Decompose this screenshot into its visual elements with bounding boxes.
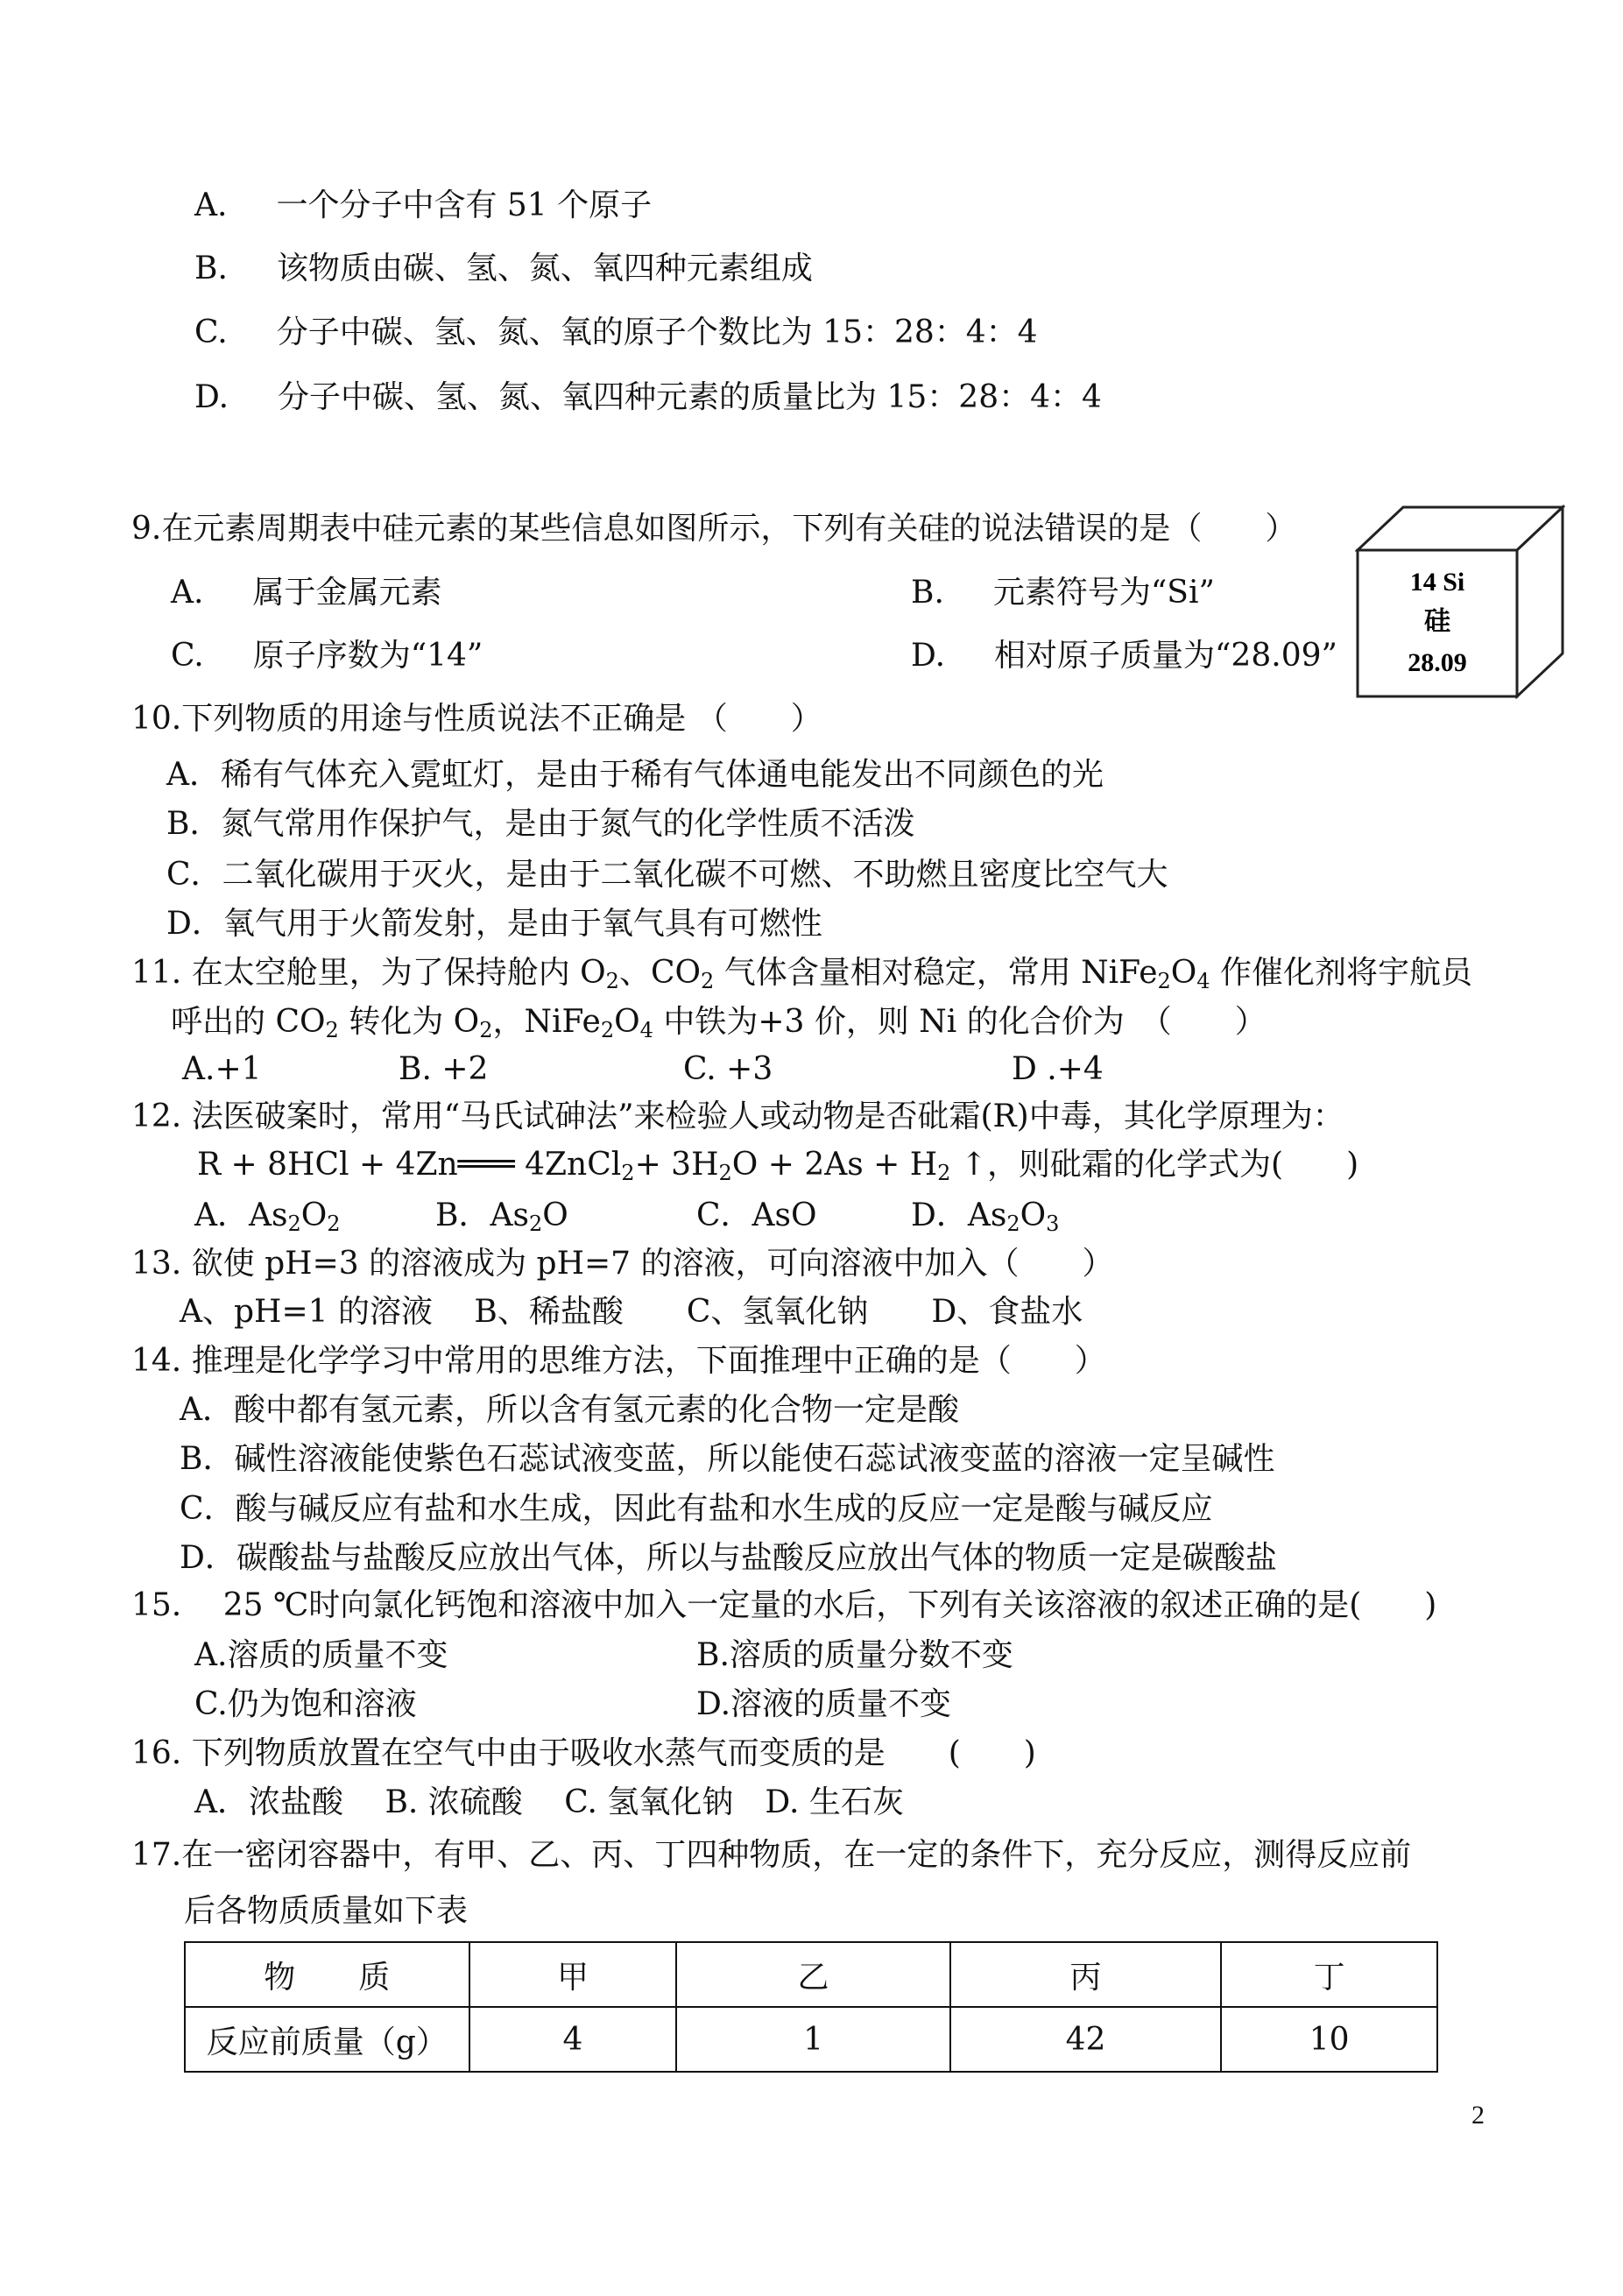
table-header-cell: 物 质 [185, 1942, 469, 2007]
q12-option-a [194, 1197, 341, 1235]
text-run: O [614, 1004, 640, 1040]
option-text: 一个分子中含有 51 个原子 [276, 187, 653, 223]
text-run: 、CO [618, 955, 701, 991]
option-letter: C. [194, 314, 228, 350]
q14-option-d: D．碳酸盐与盐酸反应放出气体，所以与盐酸反应放出气体的物质一定是碳酸盐 [180, 1540, 1277, 1576]
text-run: + 3H [634, 1147, 719, 1183]
option-letter: A. [194, 187, 228, 223]
subscript: 2 [1006, 1212, 1020, 1236]
text-run: A．As [194, 1197, 288, 1233]
q16-stem: 16. 下列物质放置在空气中由于吸收水蒸气而变质的是 ( ) [131, 1735, 1036, 1771]
q14-option-c: C．酸与碱反应有盐和水生成，因此有盐和水生成的反应一定是酸与碱反应 [180, 1491, 1213, 1527]
text-run: R + 8HCl + 4Zn═══ 4ZnCl [197, 1147, 622, 1183]
q13-stem: 13. 欲使 pH=3 的溶液成为 pH=7 的溶液，可向溶液中加入（ ） [131, 1246, 1114, 1282]
q8-option-d [194, 378, 1102, 417]
subscript: 3 [1046, 1212, 1060, 1236]
q15-option-a: A.溶质的质量不变 [194, 1637, 448, 1673]
table-header-row [185, 1942, 1437, 2007]
q11-stem-line1 [131, 954, 1472, 993]
text-run: O [1170, 955, 1197, 991]
option-text: 分子中碳、氢、氮、氧的原子个数比为 15：28：4：4 [276, 314, 1038, 350]
text-run: O + 2As + H [731, 1147, 938, 1183]
subscript: 4 [639, 1018, 653, 1042]
q15-option-c: C.仍为饱和溶液 [194, 1686, 417, 1722]
option-text: 原子序数为“14” [252, 638, 483, 674]
text-run: D．As [911, 1197, 1007, 1233]
q10-stem: 10.下列物质的用途与性质说法不正确是 （ ） [131, 701, 822, 737]
option-letter: B. [911, 575, 944, 611]
text-run: 作催化剂将宇航员 [1210, 955, 1473, 991]
text-run: 11. 在太空舱里，为了保持舱内 O [131, 955, 606, 991]
q8-option-c [194, 314, 1038, 352]
text-run: C．AsO [696, 1197, 817, 1233]
q11-option-b: B. +2 [399, 1051, 489, 1087]
q17-stem-line2: 后各物质质量如下表 [184, 1893, 469, 1929]
q11-option-d: D .+4 [1012, 1051, 1104, 1087]
option-text: 相对原子质量为“28.09” [994, 638, 1337, 674]
q9-option-c [171, 637, 483, 675]
table-cell: 1 [676, 2007, 950, 2072]
option-text: 元素符号为“Si” [992, 575, 1215, 611]
q9-option-a [171, 574, 441, 612]
subscript: 2 [701, 969, 715, 993]
option-letter: D. [911, 638, 946, 674]
silicon-element-cube [1355, 505, 1565, 699]
q11-option-a: A.+1 [182, 1051, 262, 1087]
option-letter: D. [194, 379, 229, 415]
table-header-cell: 丁 [1221, 1942, 1437, 2007]
q9-stem: 9.在元素周期表中硅元素的某些信息如图所示，下列有关硅的说法错误的是（ ） [131, 511, 1297, 547]
table-header-cell: 丙 [950, 1942, 1222, 2007]
element-name: 硅 [1424, 606, 1450, 637]
q11-stem-line2 [171, 1003, 1267, 1042]
q12-option-b [435, 1197, 568, 1235]
text-run: O [1020, 1197, 1047, 1233]
q15-option-d: D.溶液的质量不变 [696, 1686, 952, 1722]
subscript: 4 [1196, 969, 1210, 993]
subscript: 2 [327, 1212, 341, 1236]
q14-option-a: A．酸中都有氢元素，所以含有氢元素的化合物一定是酸 [180, 1392, 959, 1428]
subscript: 2 [605, 969, 619, 993]
q14-option-b: B．碱性溶液能使紫色石蕊试液变蓝，所以能使石蕊试液变蓝的溶液一定呈碱性 [180, 1441, 1275, 1477]
text-run: O [300, 1197, 328, 1233]
q11-option-c: C. +3 [683, 1051, 773, 1087]
q10-option-c: C．二氧化碳用于灭火，是由于二氧化碳不可燃、不助燃且密度比空气大 [166, 857, 1168, 893]
option-text: 属于金属元素 [252, 575, 442, 611]
text-run: 中铁为+3 价，则 Ni 的化合价为 （ ） [653, 1004, 1267, 1040]
q10-option-b: B．氮气常用作保护气，是由于氮气的化学性质不活泼 [166, 806, 915, 842]
q15-stem: 15. 25 ℃时向氯化钙饱和溶液中加入一定量的水后，下列有关该溶液的叙述正确的是( ) [131, 1587, 1437, 1623]
subscript: 2 [600, 1018, 615, 1042]
page-number: 2 [1471, 2101, 1485, 2130]
option-letter: B. [194, 251, 228, 286]
text-run: 气体含量相对稳定，常用 NiFe [714, 955, 1158, 991]
q16-options: A．浓盐酸 B. 浓硫酸 C. 氢氧化钠 D. 生石灰 [194, 1784, 904, 1820]
q15-option-b: B.溶质的质量分数不变 [696, 1637, 1013, 1673]
subscript: 2 [1157, 969, 1171, 993]
text-run: ，NiFe [492, 1004, 601, 1040]
text-run: ↑，则砒霜的化学式为( ) [950, 1147, 1359, 1183]
q8-option-a [194, 187, 652, 225]
text-run: 转化为 O [338, 1004, 480, 1040]
subscript: 2 [621, 1161, 635, 1185]
table-cell: 4 [469, 2007, 677, 2072]
table-cell: 反应前质量（g） [185, 2007, 469, 2072]
q12-option-c [696, 1197, 817, 1235]
subscript: 2 [325, 1018, 339, 1042]
q12-equation [197, 1146, 1358, 1184]
subscript: 2 [287, 1212, 301, 1236]
subscript: 2 [937, 1161, 951, 1185]
mass-table [184, 1941, 1438, 2073]
text-run: 呼出的 CO [171, 1004, 326, 1040]
element-number-symbol: 14 Si [1409, 568, 1465, 597]
text-run: B．As [435, 1197, 529, 1233]
option-letter: C. [171, 638, 204, 674]
q17-stem-line1: 17.在一密闭容器中，有甲、乙、丙、丁四种物质，在一定的条件下，充分反应，测得反应前 [131, 1837, 1412, 1873]
subscript: 2 [528, 1212, 543, 1236]
q14-stem: 14. 推理是化学学习中常用的思维方法，下面推理中正确的是（ ） [131, 1343, 1106, 1379]
table-row [185, 2007, 1437, 2072]
q9-option-b [911, 574, 1215, 612]
option-text: 分子中碳、氢、氮、氧四种元素的质量比为 15：28：4：4 [278, 379, 1102, 415]
q10-option-a: A．稀有气体充入霓虹灯，是由于稀有气体通电能发出不同颜色的光 [166, 757, 1104, 793]
subscript: 2 [479, 1018, 493, 1042]
table-cell: 42 [950, 2007, 1222, 2072]
element-mass: 28.09 [1408, 648, 1467, 677]
subscript: 2 [718, 1161, 732, 1185]
table-header-cell: 甲 [469, 1942, 677, 2007]
text-run: O [542, 1197, 568, 1233]
option-letter: A. [171, 575, 204, 611]
q12-option-d [911, 1197, 1059, 1235]
q13-options: A、pH=1 的溶液 B、稀盐酸 C、氢氧化钠 D、食盐水 [180, 1294, 1083, 1330]
option-text: 该物质由碳、氢、氮、氧四种元素组成 [276, 251, 813, 286]
table-cell: 10 [1221, 2007, 1437, 2072]
q12-stem: 12. 法医破案时，常用“马氏试砷法”来检验人或动物是否砒霜(R)中毒，其化学原理为： [131, 1099, 1344, 1134]
q10-option-d: D．氧气用于火箭发射，是由于氧气具有可燃性 [166, 906, 822, 942]
q9-option-d [911, 637, 1337, 675]
table-header-cell: 乙 [676, 1942, 950, 2007]
q8-option-b [194, 250, 813, 288]
